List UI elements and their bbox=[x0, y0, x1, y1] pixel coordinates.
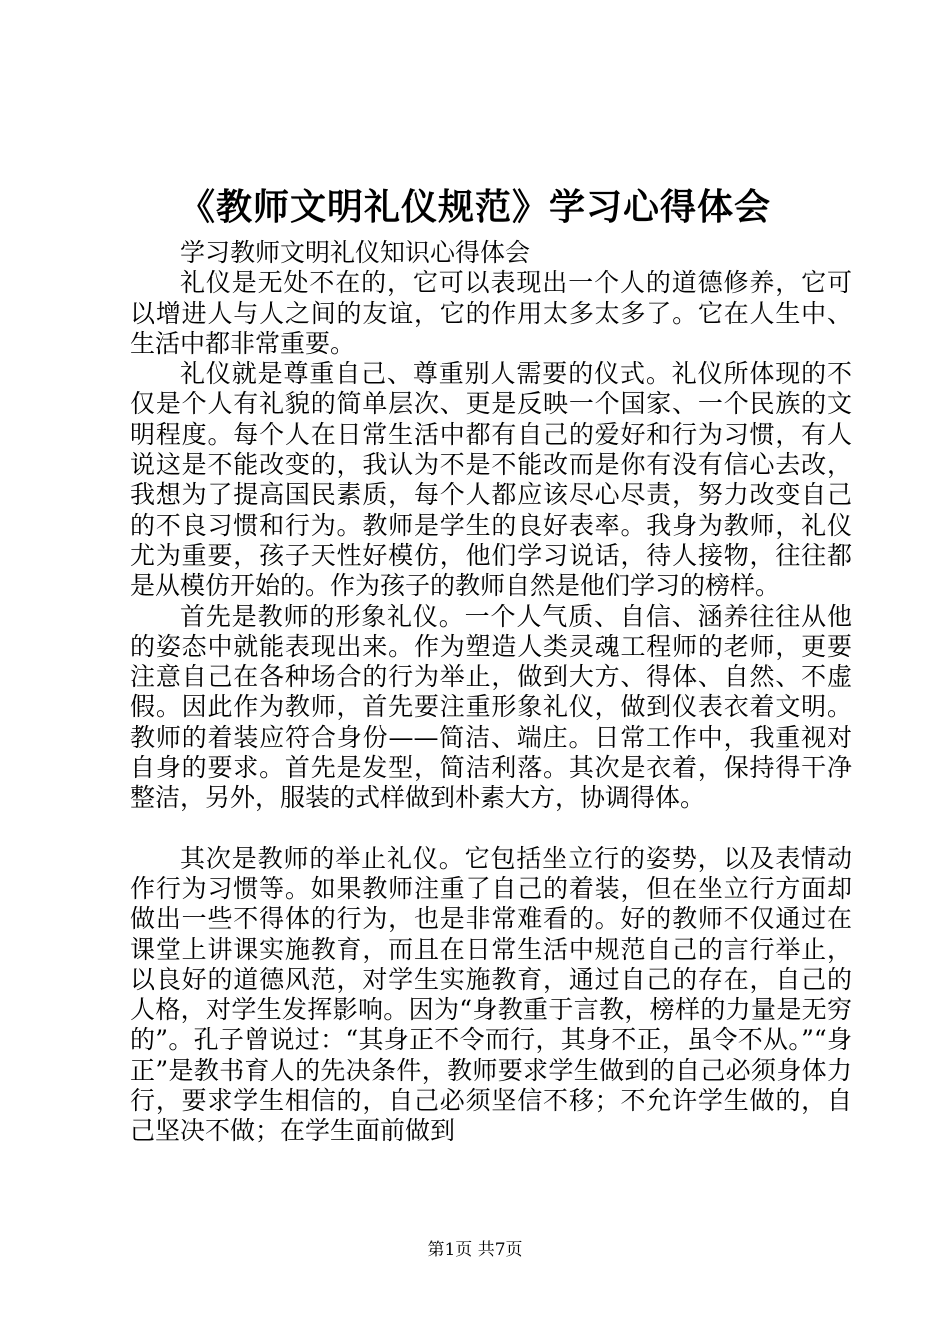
paragraph-etiquette-respect: 礼仪就是尊重自己、尊重别人需要的仪式。礼仪所体现的不仅是个人有礼貌的简单层次、更是反映一个国家、一个民族的文明程度。每个人在日常生活中都有自己的爱好和行为习惯，有人说这是不能改变的，我认为不是不能改而是你有没有信心去改，我想为了提高国民素质，每个人都应该尽心尽责，努力改变自己的不良习惯和行为。教师是学生的良好表率。我身为教师，礼仪尤为重要，孩子天性好模仿，他们学习说话，待人接物，往往都是从模仿开始的。作为孩子的教师自然是他们学习的榜样。 bbox=[130, 359, 852, 601]
page-indicator: 第1页 共7页 bbox=[427, 1240, 523, 1260]
document-body bbox=[130, 238, 852, 1147]
paragraph-etiquette-intro: 礼仪是无处不在的，它可以表现出一个人的道德修养，它可以增进人与人之间的友谊，它的作用太多太多了。它在人生中、生活中都非常重要。 bbox=[130, 268, 852, 358]
paragraph-behavior-etiquette: 其次是教师的举止礼仪。它包括坐立行的姿势，以及表情动作行为习惯等。如果教师注重了自己的着装，但在坐立行方面却做出一些不得体的行为，也是非常难看的。好的教师不仅通过在课堂上讲课实施教育，而且在日常生活中规范自己的言行举止，以良好的道德风范，对学生实施教育，通过自己的存在，自己的人格，对学生发挥影响。因为“身教重于言教，榜样的力量是无穷的”。孔子曾说过：“其身正不令而行，其身不正，虽令不从。”“身正”是教书育人的先决条件，教师要求学生做到的自己必须身体力行，要求学生相信的，自己必须坚信不移；不允许学生做的，自己坚决不做；在学生面前做到 bbox=[130, 843, 852, 1146]
document-title: 《教师文明礼仪规范》学习心得体会 bbox=[178, 186, 771, 228]
paragraph-image-etiquette: 首先是教师的形象礼仪。一个人气质、自信、涵养往往从他的姿态中就能表现出来。作为塑造人类灵魂工程师的老师，更要注意自己在各种场合的行为举止，做到大方、得体、自然、不虚假。因此作为教师，首先要注重形象礼仪，做到仪表衣着文明。教师的着装应符合身份——简洁、端庄。日常工作中，我重视对自身的要求。首先是发型，简洁利落。其次是衣着，保持得干净整洁，另外，服装的式样做到朴素大方，协调得体。 bbox=[130, 601, 852, 813]
paragraph-subtitle: 学习教师文明礼仪知识心得体会 bbox=[180, 238, 531, 267]
